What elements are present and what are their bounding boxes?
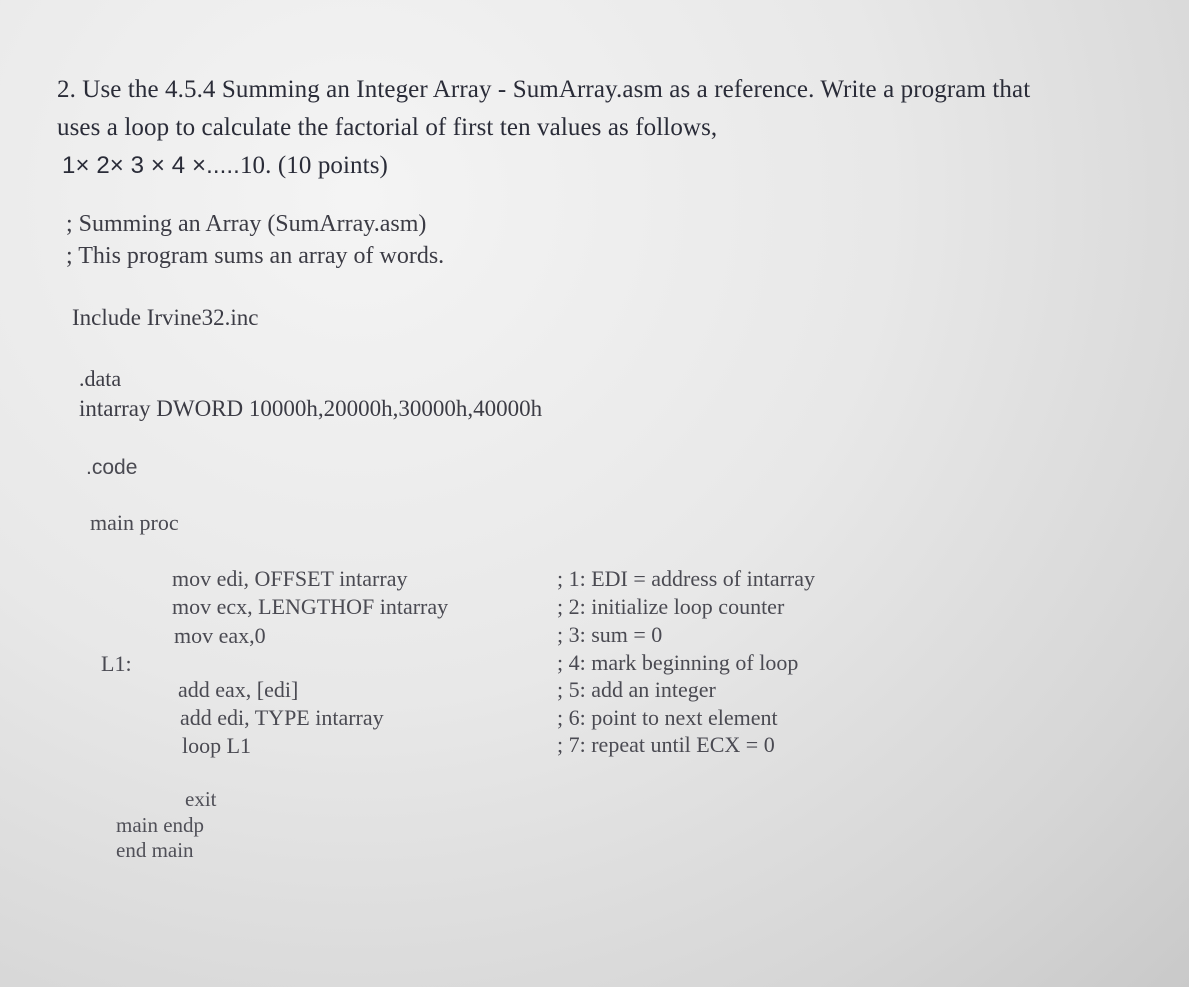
include-line: Include Irvine32.inc [72,305,259,330]
comment-7: ; 7: repeat until ECX = 0 [557,732,775,757]
question-line-2: uses a loop to calculate the factorial of first ten values as follows, [57,114,718,141]
instruction-3: mov eax,0 [174,623,266,648]
main-endp: main endp [116,813,205,837]
comment-1: ; 1: EDI = address of intarray [557,566,815,591]
header-comment-2: ; This program sums an array of words. [66,243,445,269]
header-comment-1: ; Summing an Array (SumArray.asm) [66,211,427,237]
instruction-2: mov ecx, LENGTHOF intarray [172,594,449,619]
points-label: 10. (10 points) [239,152,388,179]
question-line-3 [62,152,388,180]
comment-3: ; 3: sum = 0 [557,622,663,647]
data-declaration: intarray DWORD 10000h,20000h,30000h,40000h [79,396,543,421]
main-proc: main proc [90,510,179,535]
comment-2: ; 2: initialize loop counter [557,594,785,619]
question-line-1: 2. Use the 4.5.4 Summing an Integer Array - SumArray.asm as a reference. Write a program that [57,76,1031,103]
end-main: end main [116,838,194,862]
data-directive: .data [79,366,122,391]
exit-statement: exit [185,787,217,811]
code-directive: .code [86,456,138,479]
loop-label: L1: [101,651,132,676]
instruction-5: add edi, TYPE intarray [180,705,384,730]
comment-5: ; 5: add an integer [557,677,716,702]
comment-6: ; 6: point to next element [557,705,778,730]
instruction-1: mov edi, OFFSET intarray [172,566,408,591]
instruction-4: add eax, [edi] [178,677,299,702]
comment-4: ; 4: mark beginning of loop [557,650,799,675]
instruction-6: loop L1 [182,733,252,758]
factorial-expression: 1× 2× 3 × 4 ×..... [62,152,240,179]
